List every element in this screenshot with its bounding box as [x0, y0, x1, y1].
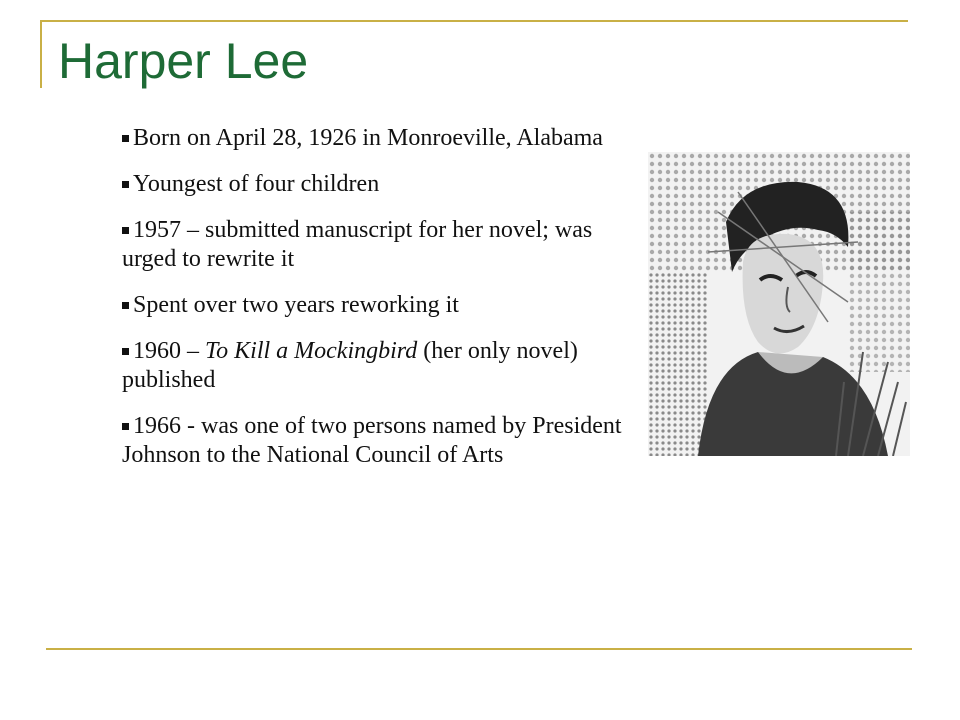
bullet-item	[122, 124, 642, 153]
bullet-item	[122, 170, 642, 199]
bullet-text: 1957 – submitted manuscript for her novel; was urged to rewrite it	[122, 217, 593, 272]
bullet-item	[122, 291, 642, 320]
bullet-text: 1966 - was one of two persons named by President Johnson to the National Council of Arts	[122, 413, 622, 468]
square-bullet-icon	[122, 302, 129, 309]
bullet-text: Youngest of four children	[133, 171, 380, 197]
portrait-photo	[648, 152, 910, 456]
slide-title: Harper Lee	[58, 33, 309, 89]
bullet-text: Spent over two years reworking it	[133, 292, 459, 318]
bullet-text: 1960 –	[133, 338, 205, 364]
bullet-text: Born on April 28, 1926 in Monroeville, Alabama	[133, 125, 603, 151]
bottom-rule-line	[46, 648, 912, 650]
portrait-image	[648, 152, 910, 456]
book-title-text: To Kill a Mockingbird	[205, 338, 418, 364]
bullet-item	[122, 216, 642, 274]
bullet-text: (her only novel) published	[122, 338, 578, 393]
left-accent-line	[40, 20, 42, 88]
square-bullet-icon	[122, 181, 129, 188]
top-rule-line	[40, 20, 908, 22]
square-bullet-icon	[122, 227, 129, 234]
bullet-item	[122, 412, 642, 470]
square-bullet-icon	[122, 348, 129, 355]
square-bullet-icon	[122, 135, 129, 142]
square-bullet-icon	[122, 423, 129, 430]
bullet-item	[122, 337, 642, 395]
bullet-list	[122, 124, 642, 487]
